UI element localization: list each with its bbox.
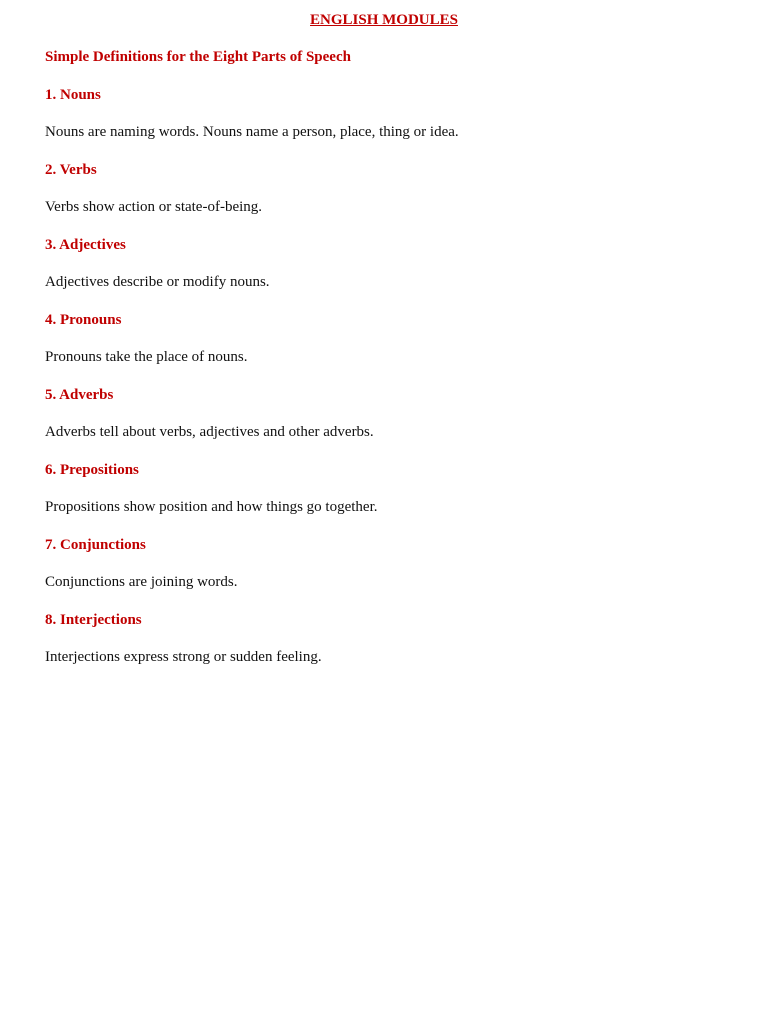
section-definition: Conjunctions are joining words. (45, 574, 238, 590)
section-heading: 4. Pronouns (45, 312, 122, 328)
section-heading: 3. Adjectives (45, 237, 126, 253)
parts-of-speech-list (45, 86, 725, 686)
section-definition: Pronouns take the place of nouns. (45, 349, 248, 365)
section-interjections (45, 611, 725, 686)
section-definition: Verbs show action or state-of-being. (45, 199, 263, 215)
section-definition: Propositions show position and how things go together. (45, 499, 378, 515)
section-definition: Adverbs tell about verbs, adjectives and other adverbs. (45, 424, 374, 440)
section-heading: 6. Prepositions (45, 462, 139, 478)
section-definition: Interjections express strong or sudden feeling. (45, 649, 322, 665)
section-heading: 1. Nouns (45, 87, 101, 103)
section-heading: 7. Conjunctions (45, 537, 146, 553)
section-heading: 2. Verbs (45, 162, 97, 178)
section-prepositions (45, 461, 725, 536)
section-verbs (45, 161, 725, 236)
section-conjunctions (45, 536, 725, 611)
section-nouns (45, 86, 725, 161)
section-heading: 8. Interjections (45, 612, 142, 628)
document-subtitle: Simple Definitions for the Eight Parts of Speech (45, 49, 351, 65)
section-heading: 5. Adverbs (45, 387, 114, 403)
section-adjectives (45, 236, 725, 311)
section-pronouns (45, 311, 725, 386)
section-definition: Nouns are naming words. Nouns name a person, place, thing or idea. (45, 124, 459, 140)
document-title: ENGLISH MODULES (310, 12, 458, 28)
section-adverbs (45, 386, 725, 461)
section-definition: Adjectives describe or modify nouns. (45, 274, 270, 290)
